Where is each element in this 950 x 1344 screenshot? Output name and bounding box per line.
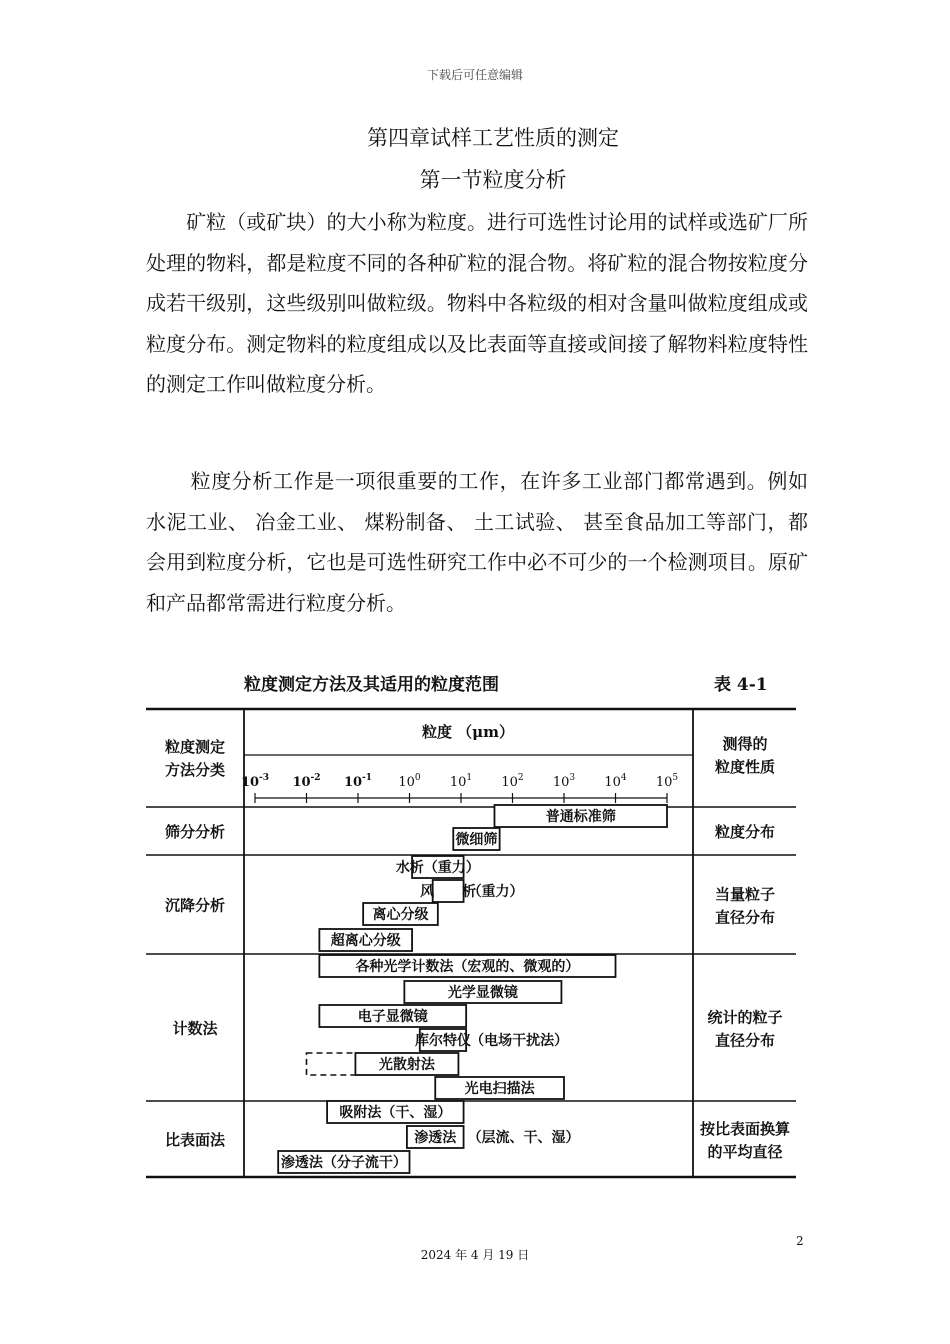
scale-label (553, 773, 576, 790)
method-label: 风 析 (420, 884, 477, 900)
scale-label-base: 10 (655, 775, 673, 790)
group-name: 比表面法 (164, 1131, 226, 1149)
method-label: 离心分级 (372, 907, 429, 923)
method-note: （电场干扰法） (470, 1033, 569, 1049)
table-number: 表 4-1 (714, 675, 768, 695)
method-header-line1: 粒度测定 (164, 738, 226, 756)
scale-label (450, 773, 472, 790)
scale-label-base: 10 (449, 775, 467, 790)
property-header-line2: 粒度性质 (714, 758, 776, 776)
page-header: 下载后可任意编辑 (426, 68, 523, 82)
method-label: 微细筛 (455, 832, 498, 848)
method-label: 各种光学计数法（宏观的、微观的） (355, 959, 580, 975)
method-label: 超离心分级 (330, 933, 401, 949)
scale-label-exponent: 4 (620, 773, 627, 783)
group-name: 筛分分析 (164, 823, 226, 841)
scale-label-base: 10 (292, 775, 311, 790)
page-footer-date: 2024 年 4 月 19 日 (420, 1248, 530, 1262)
table-title: 粒度测定方法及其适用的粒度范围 (244, 675, 499, 695)
method-label: 普通标准筛 (545, 809, 616, 825)
scale-label (604, 773, 627, 790)
scale-label-exponent: 2 (517, 773, 524, 783)
method-label: 光散射法 (378, 1057, 435, 1073)
scale-label (344, 773, 372, 790)
scale-label (398, 773, 421, 790)
group-property-line1: 统计的粒子 (707, 1008, 783, 1027)
group-property-line2: 直径分布 (714, 1031, 776, 1050)
scale-label-exponent: -1 (362, 773, 373, 783)
page-number: 2 (796, 1234, 804, 1248)
method-label: 光学显微镜 (447, 985, 518, 1001)
scale-label-exponent: 0 (414, 773, 421, 783)
scale-label-exponent: 3 (569, 773, 576, 783)
paragraph-2-text: 粒度分析工作是一项很重要的工作，在许多工业部门都常遇到。例如水泥工业、 冶金工业、 煤粉制备、 土工试验、 甚至食品加工等部门，都会用到粒度分析，它也是可选性研究工作中必不可少的一个检测项目。原矿和产品都常需进行粒度分析。 (146, 469, 808, 615)
scale-label-exponent: -2 (310, 773, 321, 783)
scale-label-base: 10 (501, 775, 518, 790)
scale-label-base: 10 (343, 775, 363, 790)
method-label: 水析（重力） (395, 860, 480, 876)
scale-label (292, 773, 320, 790)
scale-label (241, 773, 269, 790)
scale-label-exponent: 5 (672, 773, 679, 783)
group-property-line1: 当量粒子 (714, 885, 776, 904)
section-title: 第一节粒度分析 (419, 168, 567, 192)
scale-label-exponent: -3 (259, 773, 270, 783)
size-header: 粒度 （μm） (421, 723, 515, 741)
scale-label-base: 10 (240, 775, 260, 790)
method-note: （层流、干、湿） (467, 1130, 580, 1146)
method-label: 渗透法（分子流干） (280, 1155, 407, 1171)
property-header-line1: 测得的 (722, 735, 768, 753)
method-note: （重力） (467, 884, 524, 900)
method-label: 光电扫描法 (464, 1081, 535, 1097)
method-label: 电子显微镜 (357, 1009, 428, 1025)
method-range-dashed (307, 1053, 356, 1075)
group-property-line1: 按比表面换算 (699, 1120, 791, 1138)
group-property: 粒度分布 (714, 823, 776, 841)
paragraph-1-text: 矿粒（或矿块）的大小称为粒度。进行可选性讨论用的试样或选矿厂所处理的物料，都是粒度不同的各种矿粒的混合物。将矿粒的混合物按粒度分成若干级别，这些级别叫做粒级。物料中各粒级的相对含量叫做粒度组成或粒度分布。测定物料的粒度组成以及比表面等直接或间接了解物料粒度特性的测定工作叫做粒度分析。 (146, 210, 808, 396)
scale-label (501, 773, 523, 790)
group-name: 沉降分析 (164, 896, 226, 915)
group-property-line2: 直径分布 (714, 908, 776, 927)
scale-label (656, 773, 679, 790)
method-header-line2: 方法分类 (164, 761, 226, 779)
group-name: 计数法 (172, 1019, 218, 1038)
method-label: 吸附法（干、湿） (339, 1105, 452, 1121)
group-property-line2: 的平均直径 (707, 1143, 783, 1161)
method-label: 渗透法 (414, 1130, 457, 1146)
method-label: 库尔特仪 (414, 1033, 471, 1049)
scale-label-base: 10 (552, 775, 570, 790)
scale-label-exponent: 1 (466, 773, 473, 783)
chapter-title: 第四章试样工艺性质的测定 (367, 126, 619, 150)
scale-label-base: 10 (604, 775, 621, 790)
scale-label-base: 10 (398, 775, 415, 790)
